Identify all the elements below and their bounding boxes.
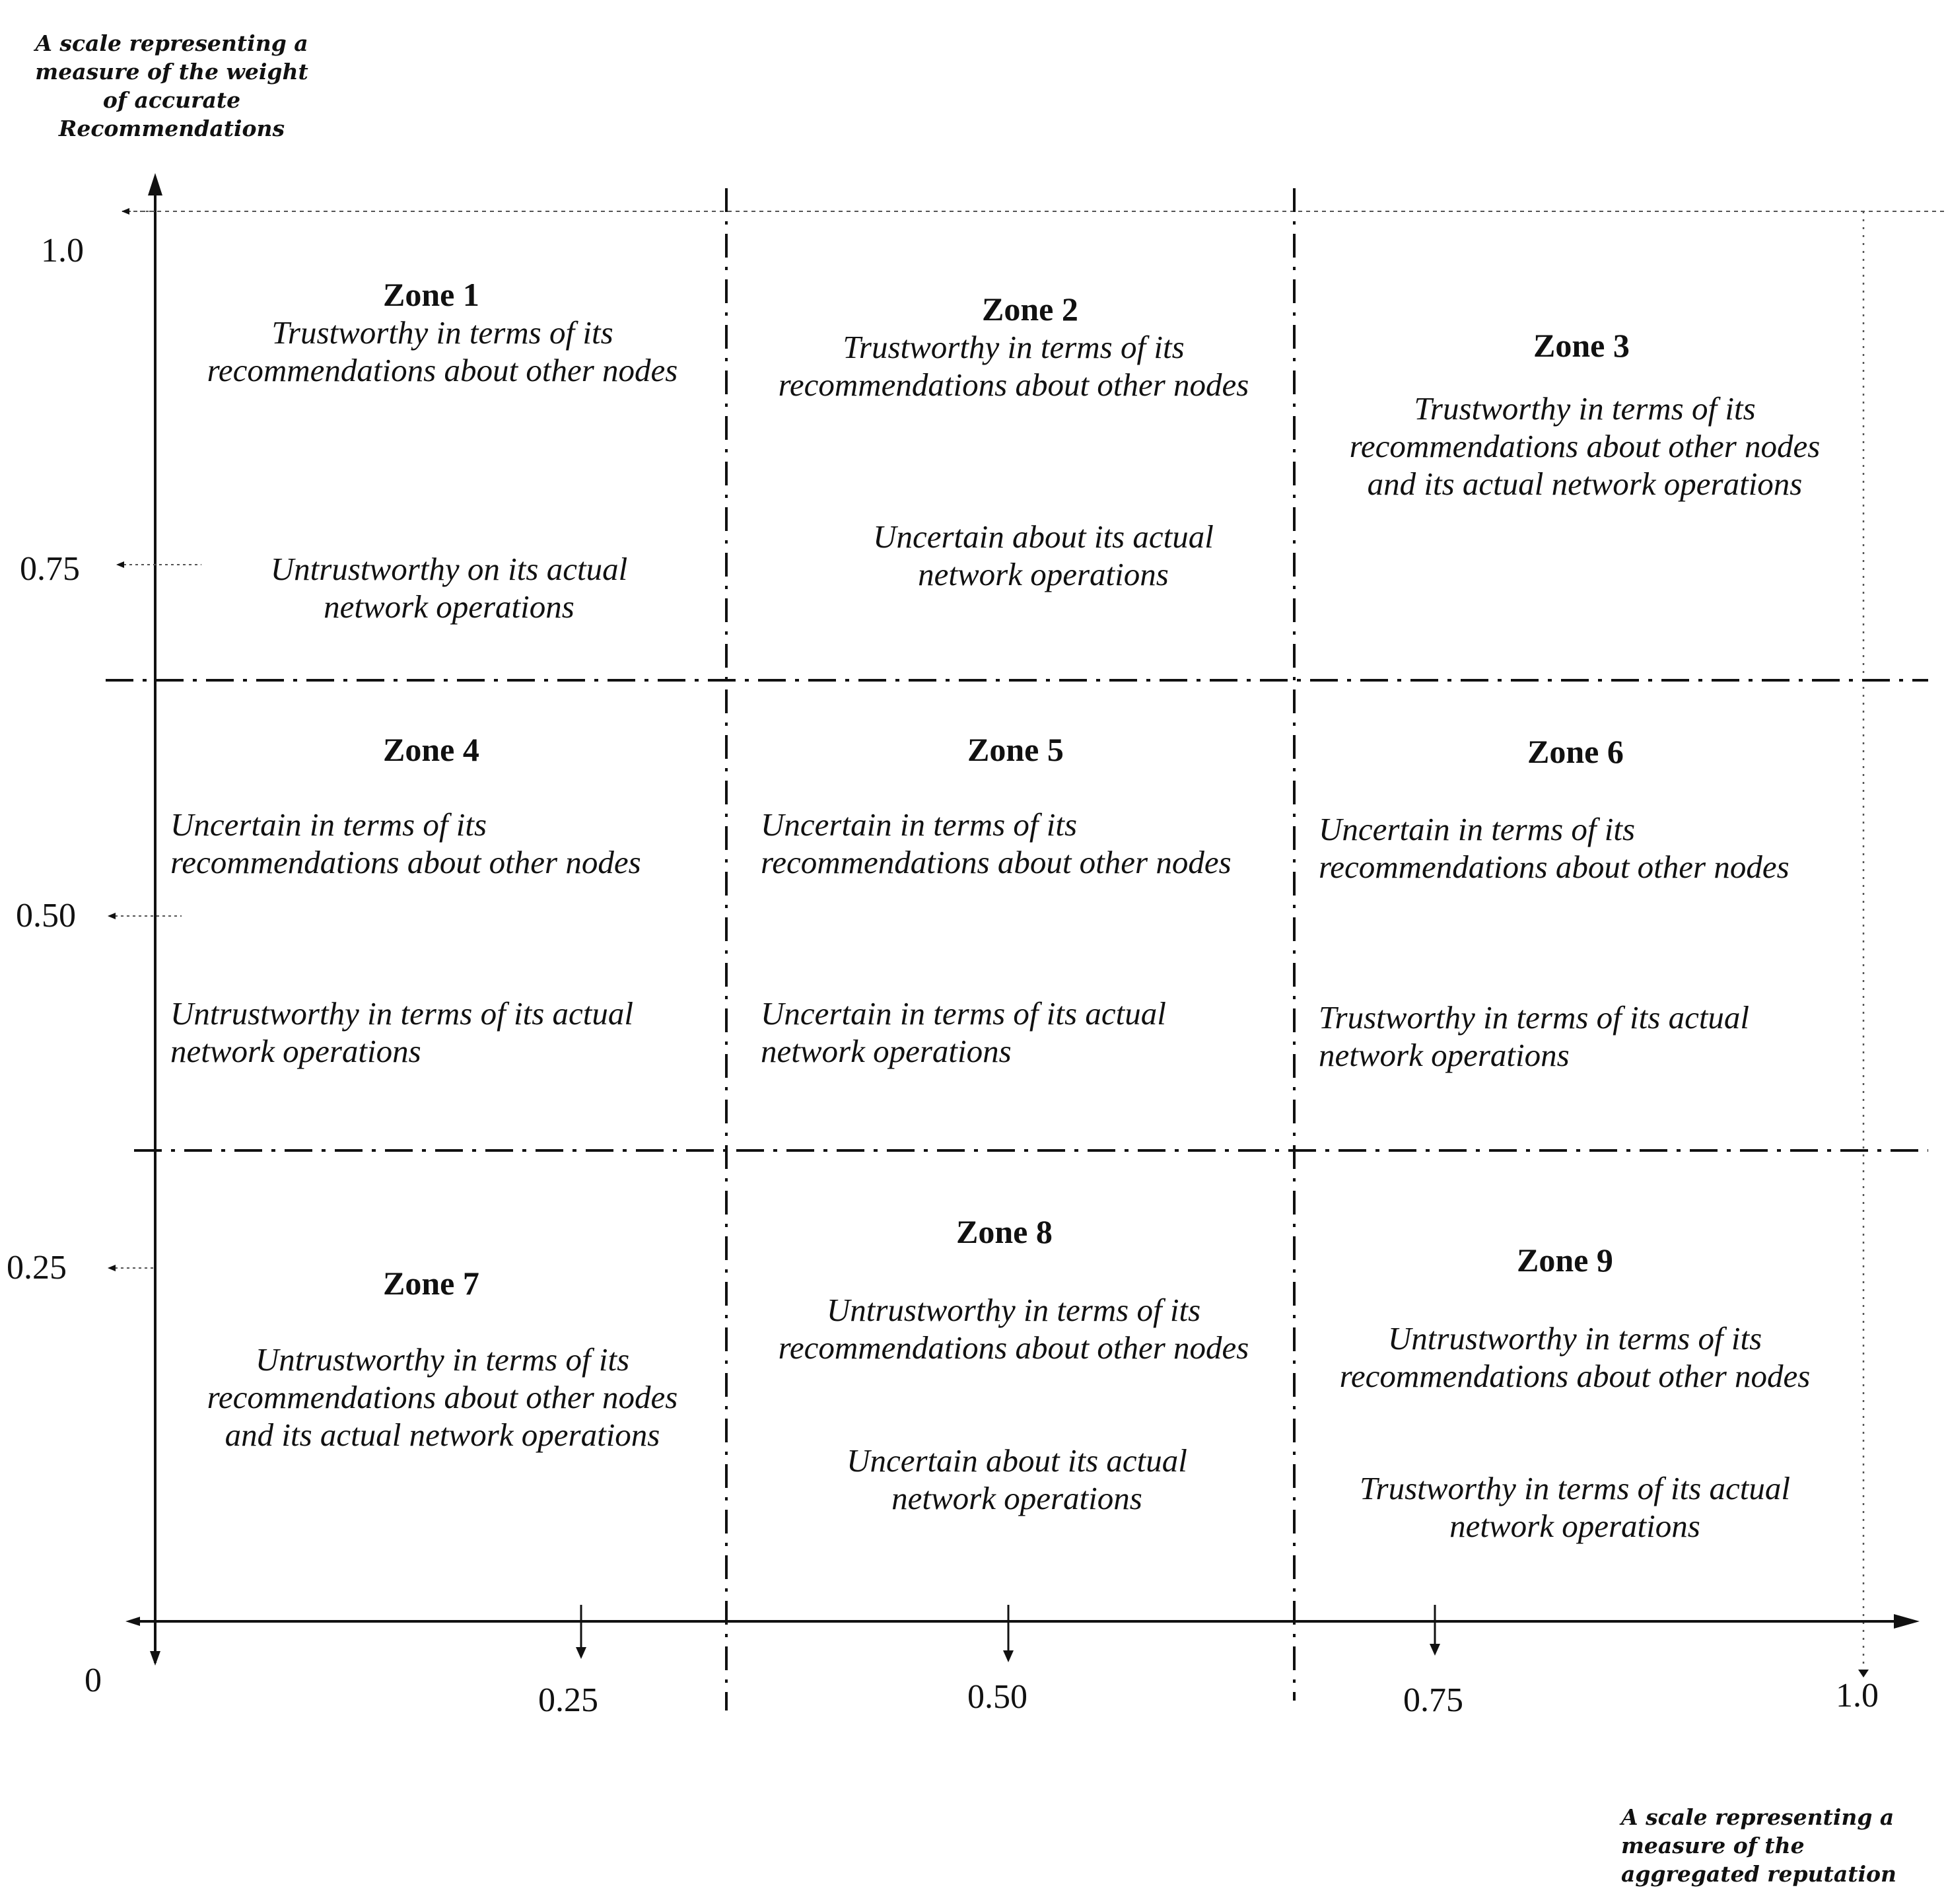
zone-title: Zone 3 (1533, 327, 1630, 364)
x-tick-label: 0.75 (1403, 1681, 1463, 1719)
zone-title: Zone 2 (982, 291, 1078, 328)
zone-title: Zone 5 (967, 731, 1064, 768)
x-axis-title-line: A scale representing a (1621, 1804, 1894, 1830)
zone-trust-recommendations: Trustworthy in terms of its recommendations about other nodes and its actual network operations (1349, 390, 1821, 502)
zone-trust-operations: Untrustworthy on its actual network operations (270, 551, 628, 625)
zone-trust-operations: Uncertain in terms of its actual network operations (761, 995, 1166, 1069)
zone-title: Zone 6 (1527, 733, 1624, 770)
zone-trust-recommendations: Uncertain in terms of its recommendations about other nodes (761, 806, 1232, 880)
zone-trust-recommendations: Trustworthy in terms of its recommendations about other nodes (778, 329, 1249, 403)
zone-trust-operations: Trustworthy in terms of its actual network operations (1359, 1470, 1791, 1544)
x-tick-label: 1.0 (1836, 1677, 1879, 1714)
zone-title: Zone 8 (956, 1213, 1053, 1250)
zone-trust-recommendations: Untrustworthy in terms of its recommendations about other nodes (1339, 1320, 1811, 1394)
y-axis-title-line: measure of the weight (35, 59, 308, 85)
zone-title: Zone 7 (383, 1265, 479, 1302)
x-tick-label: 0.50 (967, 1678, 1027, 1716)
zone-title: Zone 9 (1517, 1242, 1613, 1279)
y-axis-title-line: Recommendations (58, 116, 285, 141)
x-axis-left-arrow (125, 1617, 140, 1626)
x-axis-title-line: aggregated reputation (1621, 1861, 1897, 1887)
x-tick-pointers (576, 1605, 1869, 1677)
y-tick-label: 0.50 (16, 897, 76, 934)
zone-trust-recommendations: Uncertain in terms of its recommendations about other nodes (1319, 811, 1790, 885)
zone-trust-recommendations: Trustworthy in terms of its recommendations about other nodes (207, 314, 678, 388)
zone-trust-operations: Uncertain about its actual network operations (873, 518, 1214, 592)
y-axis-title (26, 29, 317, 143)
zone-trust-recommendations: Untrustworthy in terms of its recommendations about other nodes and its actual network operations (207, 1341, 678, 1453)
x-axis-arrow (1894, 1614, 1920, 1629)
y-tick-label: 0.75 (20, 550, 80, 588)
y-tick-label: 1.0 (41, 232, 84, 269)
zone-title: Zone 4 (383, 731, 479, 768)
origin-label: 0 (85, 1662, 102, 1699)
y-axis-title-line: of accurate (102, 87, 241, 113)
y-axis-bottom-arrow (150, 1651, 160, 1666)
zone-trust-operations: Trustworthy in terms of its actual network operations (1319, 999, 1750, 1073)
x-tick-label: 0.25 (538, 1681, 598, 1719)
y-axis-title-line: A scale representing a (35, 30, 308, 56)
x-axis-title (1621, 1803, 1938, 1888)
zone-trust-recommendations: Untrustworthy in terms of its recommendations about other nodes (778, 1292, 1249, 1366)
zone-title: Zone 1 (383, 276, 479, 313)
y-tick-label: 0.25 (7, 1249, 67, 1287)
x-axis-title-line: measure of the (1621, 1833, 1805, 1858)
y-axis-arrow (148, 173, 162, 195)
zone-trust-operations: Untrustworthy in terms of its actual network operations (170, 995, 634, 1069)
zone-trust-recommendations: Uncertain in terms of its recommendations about other nodes (170, 806, 641, 880)
zone-trust-operations: Uncertain about its actual network operations (847, 1442, 1187, 1516)
